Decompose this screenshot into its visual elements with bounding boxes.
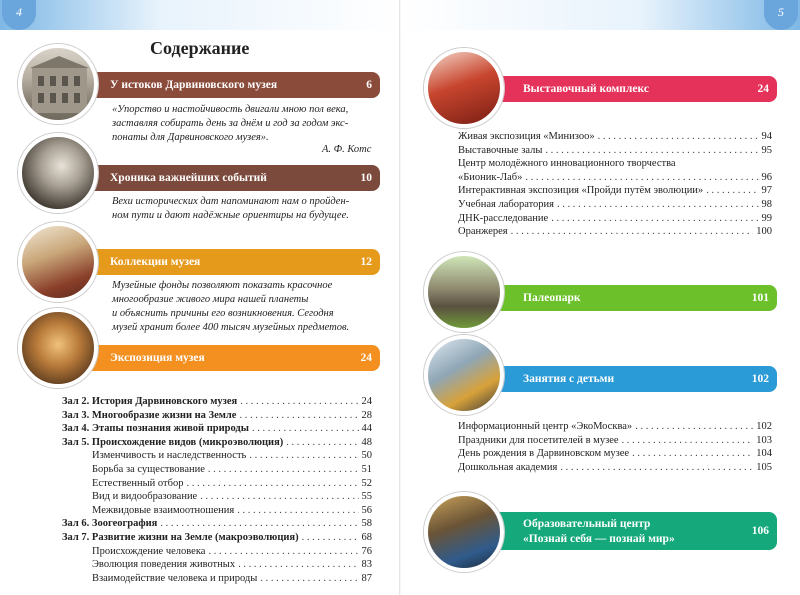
- toc-entry[interactable]: Борьба за существование . . . 51: [62, 463, 372, 477]
- section-banner-paleopark[interactable]: [465, 285, 777, 311]
- toc-entry[interactable]: Зал 2. История Дарвиновского музея . . . 24: [62, 395, 372, 409]
- toc-entry[interactable]: «Бионик-Лаб» . . . 96: [458, 171, 772, 185]
- photo-paleopark-mammoth: [424, 252, 504, 332]
- toc-entry[interactable]: Центр молодёжного инновационного творчества: [458, 158, 676, 170]
- section-label: У истоков Дарвиновского музея: [110, 79, 278, 91]
- section-page: 24: [360, 352, 372, 364]
- toc-entry[interactable]: Живая экспозиция «Минизоо» . . . 94: [458, 130, 772, 144]
- section-page: 101: [751, 292, 769, 304]
- section-page: 10: [360, 172, 372, 184]
- section-description: Вехи исторических дат напоминают нам о пройден- ном пути и дают надёжные ориентиры на будущее.: [112, 196, 350, 221]
- section-description: Музейные фонды позволяют показать красочное многообразие живого мира нашей планеты и объяснить причины его возникновения. Сегодня музей хранит более 400 тысяч музейных предметов.: [112, 280, 350, 333]
- section-label: Палеопарк: [523, 292, 581, 304]
- toc-entry[interactable]: Естественный отбор . . . 52: [62, 477, 372, 491]
- toc-entry[interactable]: День рождения в Дарвиновском музее . . . 104: [458, 447, 772, 461]
- toc-entry[interactable]: Зал 6. Зоогеография . . . 58: [62, 517, 372, 531]
- toc-entry[interactable]: Зал 5. Происхождение видов (микроэволюция) . . . 48: [62, 436, 372, 450]
- quote-author: А. Ф. Котс: [322, 144, 372, 155]
- section-banner-exhibition-complex[interactable]: [465, 76, 777, 102]
- toc-entry[interactable]: ДНК-расследование . . . 99: [458, 212, 772, 226]
- toc-entry[interactable]: Эволюция поведения животных . . . 83: [62, 558, 372, 572]
- section-banner-origins[interactable]: [58, 72, 380, 98]
- section-page: 106: [751, 525, 769, 537]
- section-label: Коллекции музея: [110, 256, 201, 268]
- section-banner-kids[interactable]: [465, 366, 777, 392]
- toc-entry[interactable]: Оранжерея . . . 100: [458, 225, 772, 239]
- photo-collections: [18, 222, 98, 302]
- section-page: 24: [757, 83, 769, 95]
- section-label: Образовательный центр «Познай себя — познай мир»: [523, 518, 675, 545]
- toc-entry[interactable]: Происхождение человека . . . 76: [62, 545, 372, 559]
- toc-entry[interactable]: Межвидовые взаимоотношения . . . 56: [62, 504, 372, 518]
- toc-entry[interactable]: Информационный центр «ЭкоМосква» . . . 102: [458, 420, 772, 434]
- toc-entry[interactable]: Зал 4. Этапы познания живой природы . . . 44: [62, 422, 372, 436]
- toc-entry[interactable]: Зал 3. Многообразие жизни на Земле . . . 28: [62, 409, 372, 423]
- exposition-toc: [62, 395, 372, 585]
- photo-exposition-giraffes: [18, 308, 98, 388]
- page-title: Содержание: [150, 38, 250, 58]
- toc-entry[interactable]: Интерактивная экспозиция «Пройди путём эволюции» . . . 97: [458, 184, 772, 198]
- toc-entry[interactable]: Вид и видообразование . . . 55: [62, 490, 372, 504]
- toc-entry[interactable]: Взаимодействие человека и природы . . . 87: [62, 572, 372, 586]
- section-label: Экспозиция музея: [110, 352, 205, 364]
- section-page: 102: [751, 373, 769, 385]
- section-banner-education-center[interactable]: [465, 512, 777, 550]
- photo-education-kids: [424, 492, 504, 572]
- exhibition-toc: [458, 130, 772, 239]
- photo-founder-portrait: [18, 133, 98, 213]
- photo-exhibition-hall: [424, 48, 504, 128]
- section-page: 12: [360, 256, 372, 268]
- photo-museum-building: [18, 44, 98, 124]
- toc-entry[interactable]: Праздники для посетителей в музее . . . 103: [458, 434, 772, 448]
- section-banner-exposition[interactable]: [58, 345, 380, 371]
- toc-entry[interactable]: Выставочные залы . . . 95: [458, 144, 772, 158]
- toc-entry[interactable]: Зал 7. Развитие жизни на Земле (макроэволюция) . . . 68: [62, 531, 372, 545]
- section-page: 6: [366, 79, 372, 91]
- section-label: Хроника важнейших событий: [110, 172, 267, 184]
- page-number-left: 4: [2, 0, 36, 30]
- section-label: Выставочный комплекс: [523, 83, 649, 95]
- page-gutter: [399, 0, 401, 595]
- toc-entry[interactable]: Учебная лаборатория . . . 98: [458, 198, 772, 212]
- photo-kids-microscope: [424, 335, 504, 415]
- toc-entry[interactable]: Дошкольная академия . . . 105: [458, 461, 772, 475]
- kids-toc: [458, 420, 772, 474]
- toc-entry[interactable]: Изменчивость и наследственность . . . 50: [62, 449, 372, 463]
- section-banner-collections[interactable]: [58, 249, 380, 275]
- page-number-right: 5: [764, 0, 798, 30]
- section-label: Занятия с детьми: [523, 373, 615, 385]
- section-banner-chronicle[interactable]: [58, 165, 380, 191]
- section-quote: «Упорство и настойчивость двигали мною пол века, заставляя собирать день за днём и год за годом экс- понаты для Дарвиновского музея».: [112, 104, 349, 143]
